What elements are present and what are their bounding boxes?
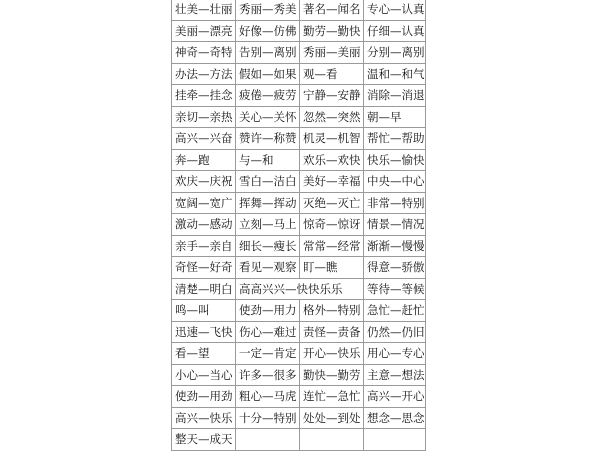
table-cell <box>236 429 300 451</box>
table-cell: 著名—闻名 <box>300 0 364 20</box>
table-cell: 赞许—称赞 <box>236 128 300 150</box>
table-cell: 看—望 <box>172 343 236 365</box>
table-cell: 忽然—突然 <box>300 106 364 128</box>
synonym-table-body <box>172 0 426 450</box>
table-cell: 处处—到处 <box>300 407 364 429</box>
table-cell: 专心—认真 <box>364 0 426 20</box>
table-row <box>172 214 426 236</box>
table-cell: 亲手—亲自 <box>172 235 236 257</box>
table-cell: 朝—早 <box>364 106 426 128</box>
table-cell: 常常—经常 <box>300 235 364 257</box>
table-cell: 用心—专心 <box>364 343 426 365</box>
table-cell: 告别—离别 <box>236 42 300 64</box>
table-cell: 主意—想法 <box>364 364 426 386</box>
table-cell: 亲切—亲热 <box>172 106 236 128</box>
table-cell: 奇怪—好奇 <box>172 257 236 279</box>
table-cell: 宽阔—宽广 <box>172 192 236 214</box>
table-cell: 壮美—壮丽 <box>172 0 236 20</box>
table-cell: 一定—肯定 <box>236 343 300 365</box>
table-cell: 非常—特别 <box>364 192 426 214</box>
table-cell: 想念—思念 <box>364 407 426 429</box>
table-row <box>172 407 426 429</box>
table-row <box>172 257 426 279</box>
table-row <box>172 192 426 214</box>
table-cell: 欢庆—庆祝 <box>172 171 236 193</box>
table-cell: 消除—消退 <box>364 85 426 107</box>
table-row <box>172 128 426 150</box>
table-cell: 整天—成天 <box>172 429 236 451</box>
table-row <box>172 85 426 107</box>
table-cell: 秀丽—秀美 <box>236 0 300 20</box>
table-cell: 假如—如果 <box>236 63 300 85</box>
table-cell: 连忙—急忙 <box>300 386 364 408</box>
table-cell: 格外—特别 <box>300 300 364 322</box>
table-cell: 灭绝—灭亡 <box>300 192 364 214</box>
table-cell: 渐渐—慢慢 <box>364 235 426 257</box>
table-cell: 惊奇—惊讶 <box>300 214 364 236</box>
table-cell: 伤心—难过 <box>236 321 300 343</box>
table-cell: 高兴—开心 <box>364 386 426 408</box>
table-cell: 盯—瞧 <box>300 257 364 279</box>
table-row <box>172 149 426 171</box>
table-row <box>172 300 426 322</box>
table-row <box>172 386 426 408</box>
table-cell: 等待—等候 <box>364 278 426 300</box>
table-cell: 勤劳—勤快 <box>300 20 364 42</box>
table-cell: 十分—特别 <box>236 407 300 429</box>
table-cell: 分别—离别 <box>364 42 426 64</box>
table-cell: 神奇—奇特 <box>172 42 236 64</box>
table-cell: 粗心—马虎 <box>236 386 300 408</box>
table-cell: 高兴—快乐 <box>172 407 236 429</box>
table-cell: 欢乐—欢快 <box>300 149 364 171</box>
table-row <box>172 429 426 451</box>
table-cell <box>300 429 364 451</box>
table-cell: 挂牵—挂念 <box>172 85 236 107</box>
table-cell: 许多—很多 <box>236 364 300 386</box>
table-row <box>172 364 426 386</box>
table-cell: 仔细—认真 <box>364 20 426 42</box>
table-cell: 急忙—赶忙 <box>364 300 426 322</box>
table-cell: 快乐—愉快 <box>364 149 426 171</box>
table-cell: 看见—观察 <box>236 257 300 279</box>
synonym-table <box>171 0 426 451</box>
table-row <box>172 63 426 85</box>
table-cell: 仍然—仍旧 <box>364 321 426 343</box>
table-cell: 高高兴兴—快快乐乐 <box>236 278 364 300</box>
table-cell: 挥舞—挥动 <box>236 192 300 214</box>
table-cell: 得意—骄傲 <box>364 257 426 279</box>
table-row <box>172 343 426 365</box>
table-row <box>172 321 426 343</box>
table-cell: 勤快—勤劳 <box>300 364 364 386</box>
table-cell: 观—看 <box>300 63 364 85</box>
table-cell: 帮忙—帮助 <box>364 128 426 150</box>
table-cell: 使劲—用劲 <box>172 386 236 408</box>
table-cell: 激动—感动 <box>172 214 236 236</box>
table-cell: 鸣—叫 <box>172 300 236 322</box>
table-cell: 责怪—责备 <box>300 321 364 343</box>
table-cell: 办法—方法 <box>172 63 236 85</box>
table-cell: 与—和 <box>236 149 300 171</box>
table-cell: 高兴—兴奋 <box>172 128 236 150</box>
table-cell: 温和—和气 <box>364 63 426 85</box>
table-cell: 机灵—机智 <box>300 128 364 150</box>
table-cell: 美丽—漂亮 <box>172 20 236 42</box>
table-cell: 美好—幸福 <box>300 171 364 193</box>
table-cell: 雪白—洁白 <box>236 171 300 193</box>
table-cell: 中央—中心 <box>364 171 426 193</box>
table-cell: 奔—跑 <box>172 149 236 171</box>
table-row <box>172 20 426 42</box>
table-cell: 立刻—马上 <box>236 214 300 236</box>
table-row <box>172 0 426 20</box>
table-cell: 好像—仿佛 <box>236 20 300 42</box>
table-cell <box>364 429 426 451</box>
table-cell: 关心—关怀 <box>236 106 300 128</box>
table-row <box>172 278 426 300</box>
table-cell: 小心—当心 <box>172 364 236 386</box>
table-cell: 清楚—明白 <box>172 278 236 300</box>
table-cell: 使劲—用力 <box>236 300 300 322</box>
table-cell: 情景—情况 <box>364 214 426 236</box>
table-row <box>172 106 426 128</box>
table-cell: 开心—快乐 <box>300 343 364 365</box>
table-cell: 迅速—飞快 <box>172 321 236 343</box>
table-cell: 秀丽—美丽 <box>300 42 364 64</box>
table-row <box>172 235 426 257</box>
table-row <box>172 171 426 193</box>
table-cell: 细长—瘦长 <box>236 235 300 257</box>
table-row <box>172 42 426 64</box>
table-cell: 疲倦—疲劳 <box>236 85 300 107</box>
table-cell: 宁静—安静 <box>300 85 364 107</box>
